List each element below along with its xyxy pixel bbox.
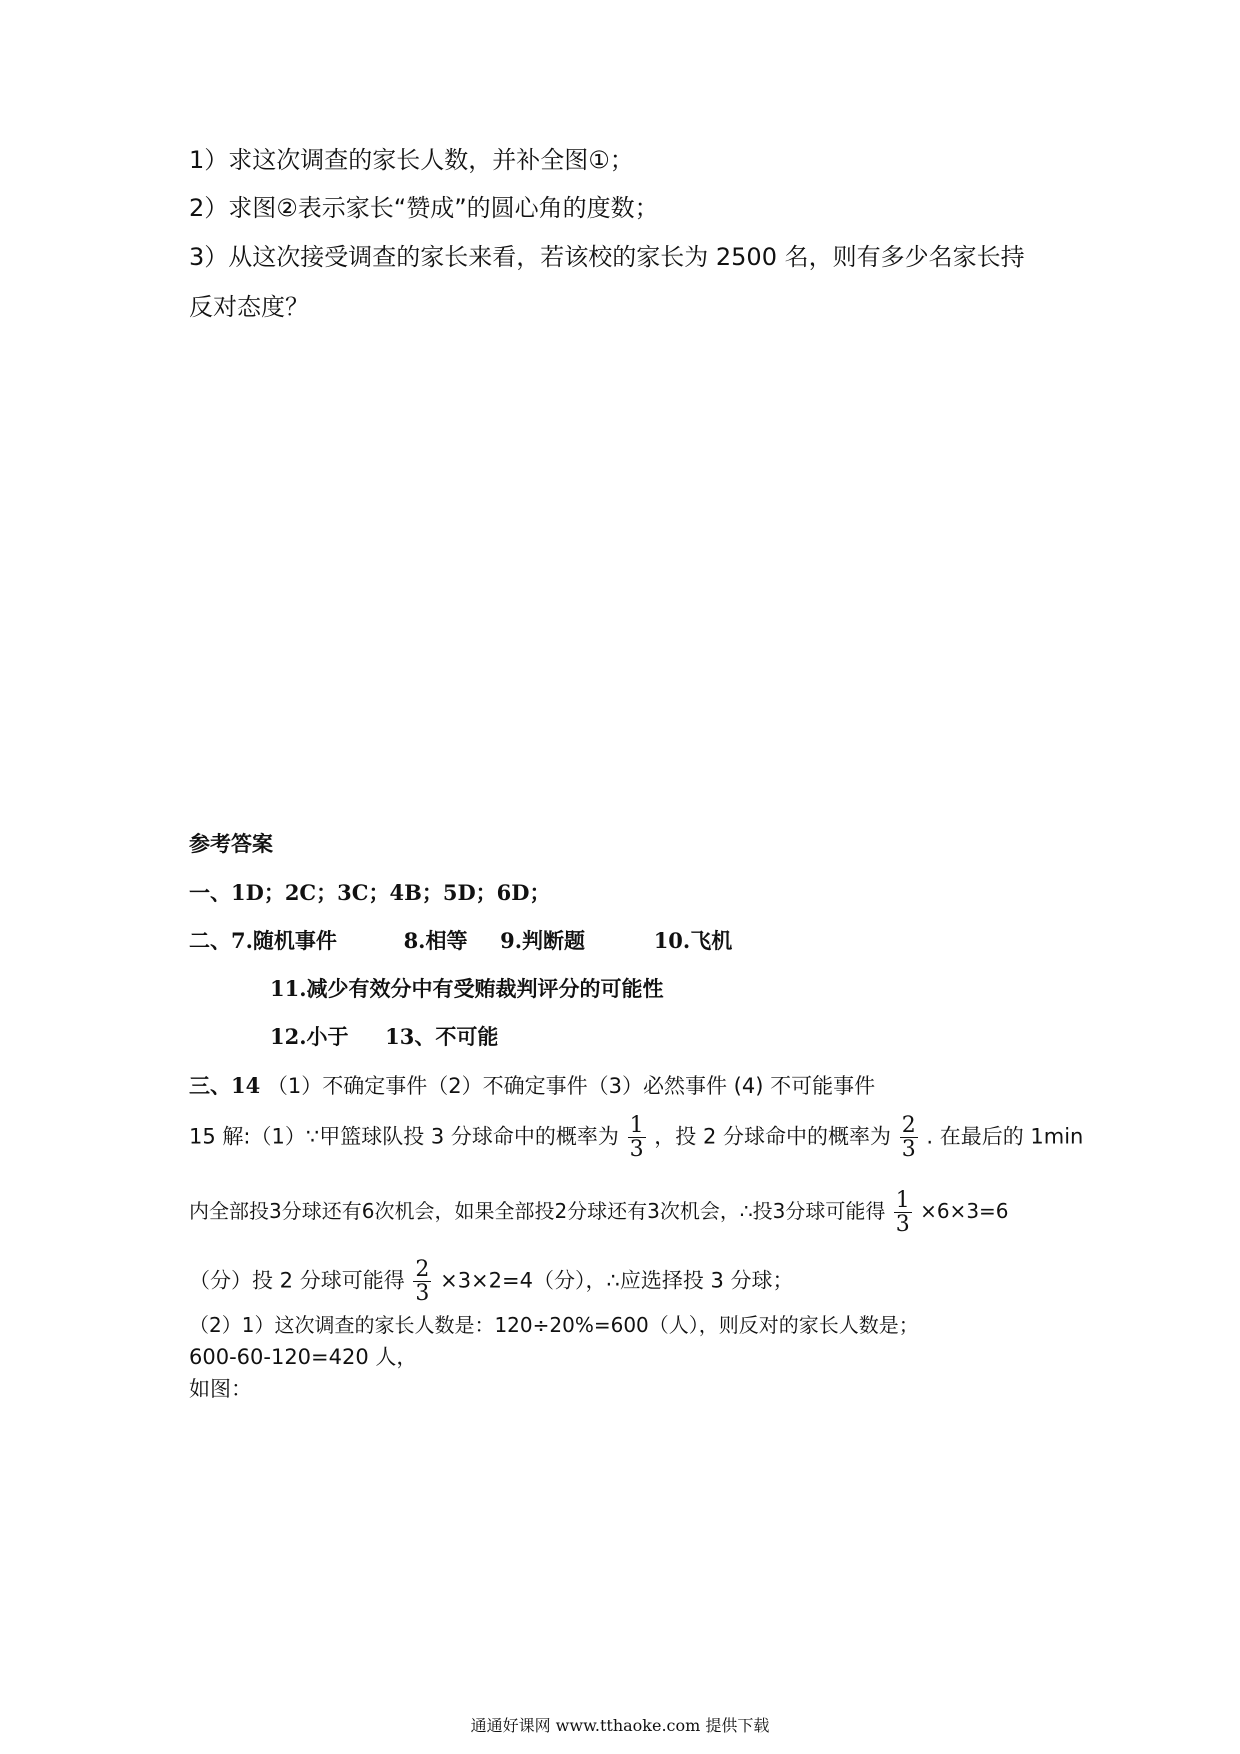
question-1: 1）求这次调查的家长人数，并补全图①；: [189, 146, 634, 174]
fraction-denominator: 3: [895, 1212, 910, 1238]
section-2-label: 二、: [189, 928, 231, 953]
answer-12: 12.小于: [270, 1024, 349, 1049]
q15-text-e: ×6×3=6: [920, 1199, 1009, 1224]
answer-8: 8.相等: [403, 928, 468, 953]
page-footer: 通通好课网 www.tthaoke.com 提供下载: [470, 1716, 770, 1735]
part2-line-2: 600-60-120=420 人，: [189, 1345, 418, 1369]
answers-section-3: [189, 1070, 875, 1100]
answer-11: 11.减少有效分中有受贿裁判评分的可能性: [270, 976, 664, 1001]
question-3-line-1: 3）从这次接受调查的家长来看，若该校的家长为 2500 名，则有多少名家长持: [189, 243, 1025, 271]
answers-section-1: 一、1D；2C；3C；4B；5D；6D；: [189, 880, 551, 905]
answers-section-2: [189, 925, 732, 955]
section-3-text: （1）不确定事件（2）不确定事件（3）必然事件 (4) 不可能事件: [266, 1074, 876, 1098]
fraction-1-3: [628, 1114, 646, 1161]
q15-text-a: 15 解:（1）∵甲篮球队投 3 分球命中的概率为: [189, 1124, 619, 1149]
fraction-1-3-b: [894, 1189, 912, 1236]
fraction-numerator: 2: [415, 1257, 430, 1282]
fraction-2-3-b: [413, 1258, 431, 1305]
q15-text-b: ，投 2 分球命中的概率为: [654, 1124, 891, 1149]
fraction-denominator: 3: [901, 1137, 916, 1163]
fraction-2-3: [900, 1114, 918, 1161]
q15-text-f: （分）投 2 分球可能得: [189, 1268, 405, 1293]
fraction-numerator: 2: [901, 1113, 916, 1138]
q15-line-3: [189, 1258, 794, 1305]
answer-9: 9.判断题: [500, 928, 586, 953]
q15-text-g: ×3×2=4（分），∴应选择投 3 分球；: [440, 1268, 794, 1293]
fraction-numerator: 1: [895, 1188, 910, 1213]
part2-line-1: （2）1）这次调查的家长人数是：120÷20%=600（人），则反对的家长人数是；: [189, 1313, 919, 1337]
answer-13: 13、不可能: [385, 1024, 499, 1049]
answers-12-13: [270, 1021, 498, 1051]
fraction-denominator: 3: [415, 1281, 430, 1307]
section-3-label: 三、14: [189, 1073, 261, 1098]
q15-line-1: [189, 1114, 1083, 1161]
q15-text-c: . 在最后的 1min: [926, 1124, 1084, 1149]
fraction-denominator: 3: [629, 1137, 644, 1163]
question-3-line-2: 反对态度？: [189, 293, 309, 321]
answer-10: 10.飞机: [653, 928, 733, 953]
question-2: 2）求图②表示家长“赞成”的圆心角的度数；: [189, 194, 659, 222]
part2-line-3: 如图：: [189, 1377, 252, 1401]
answers-heading: 参考答案: [189, 831, 273, 856]
q15-text-d: 内全部投3分球还有6次机会，如果全部投2分球还有3次机会，∴投3分球可能得: [189, 1199, 886, 1224]
fraction-numerator: 1: [629, 1113, 644, 1138]
q15-line-2: [189, 1189, 1009, 1236]
answer-7: 7.随机事件: [231, 928, 337, 953]
